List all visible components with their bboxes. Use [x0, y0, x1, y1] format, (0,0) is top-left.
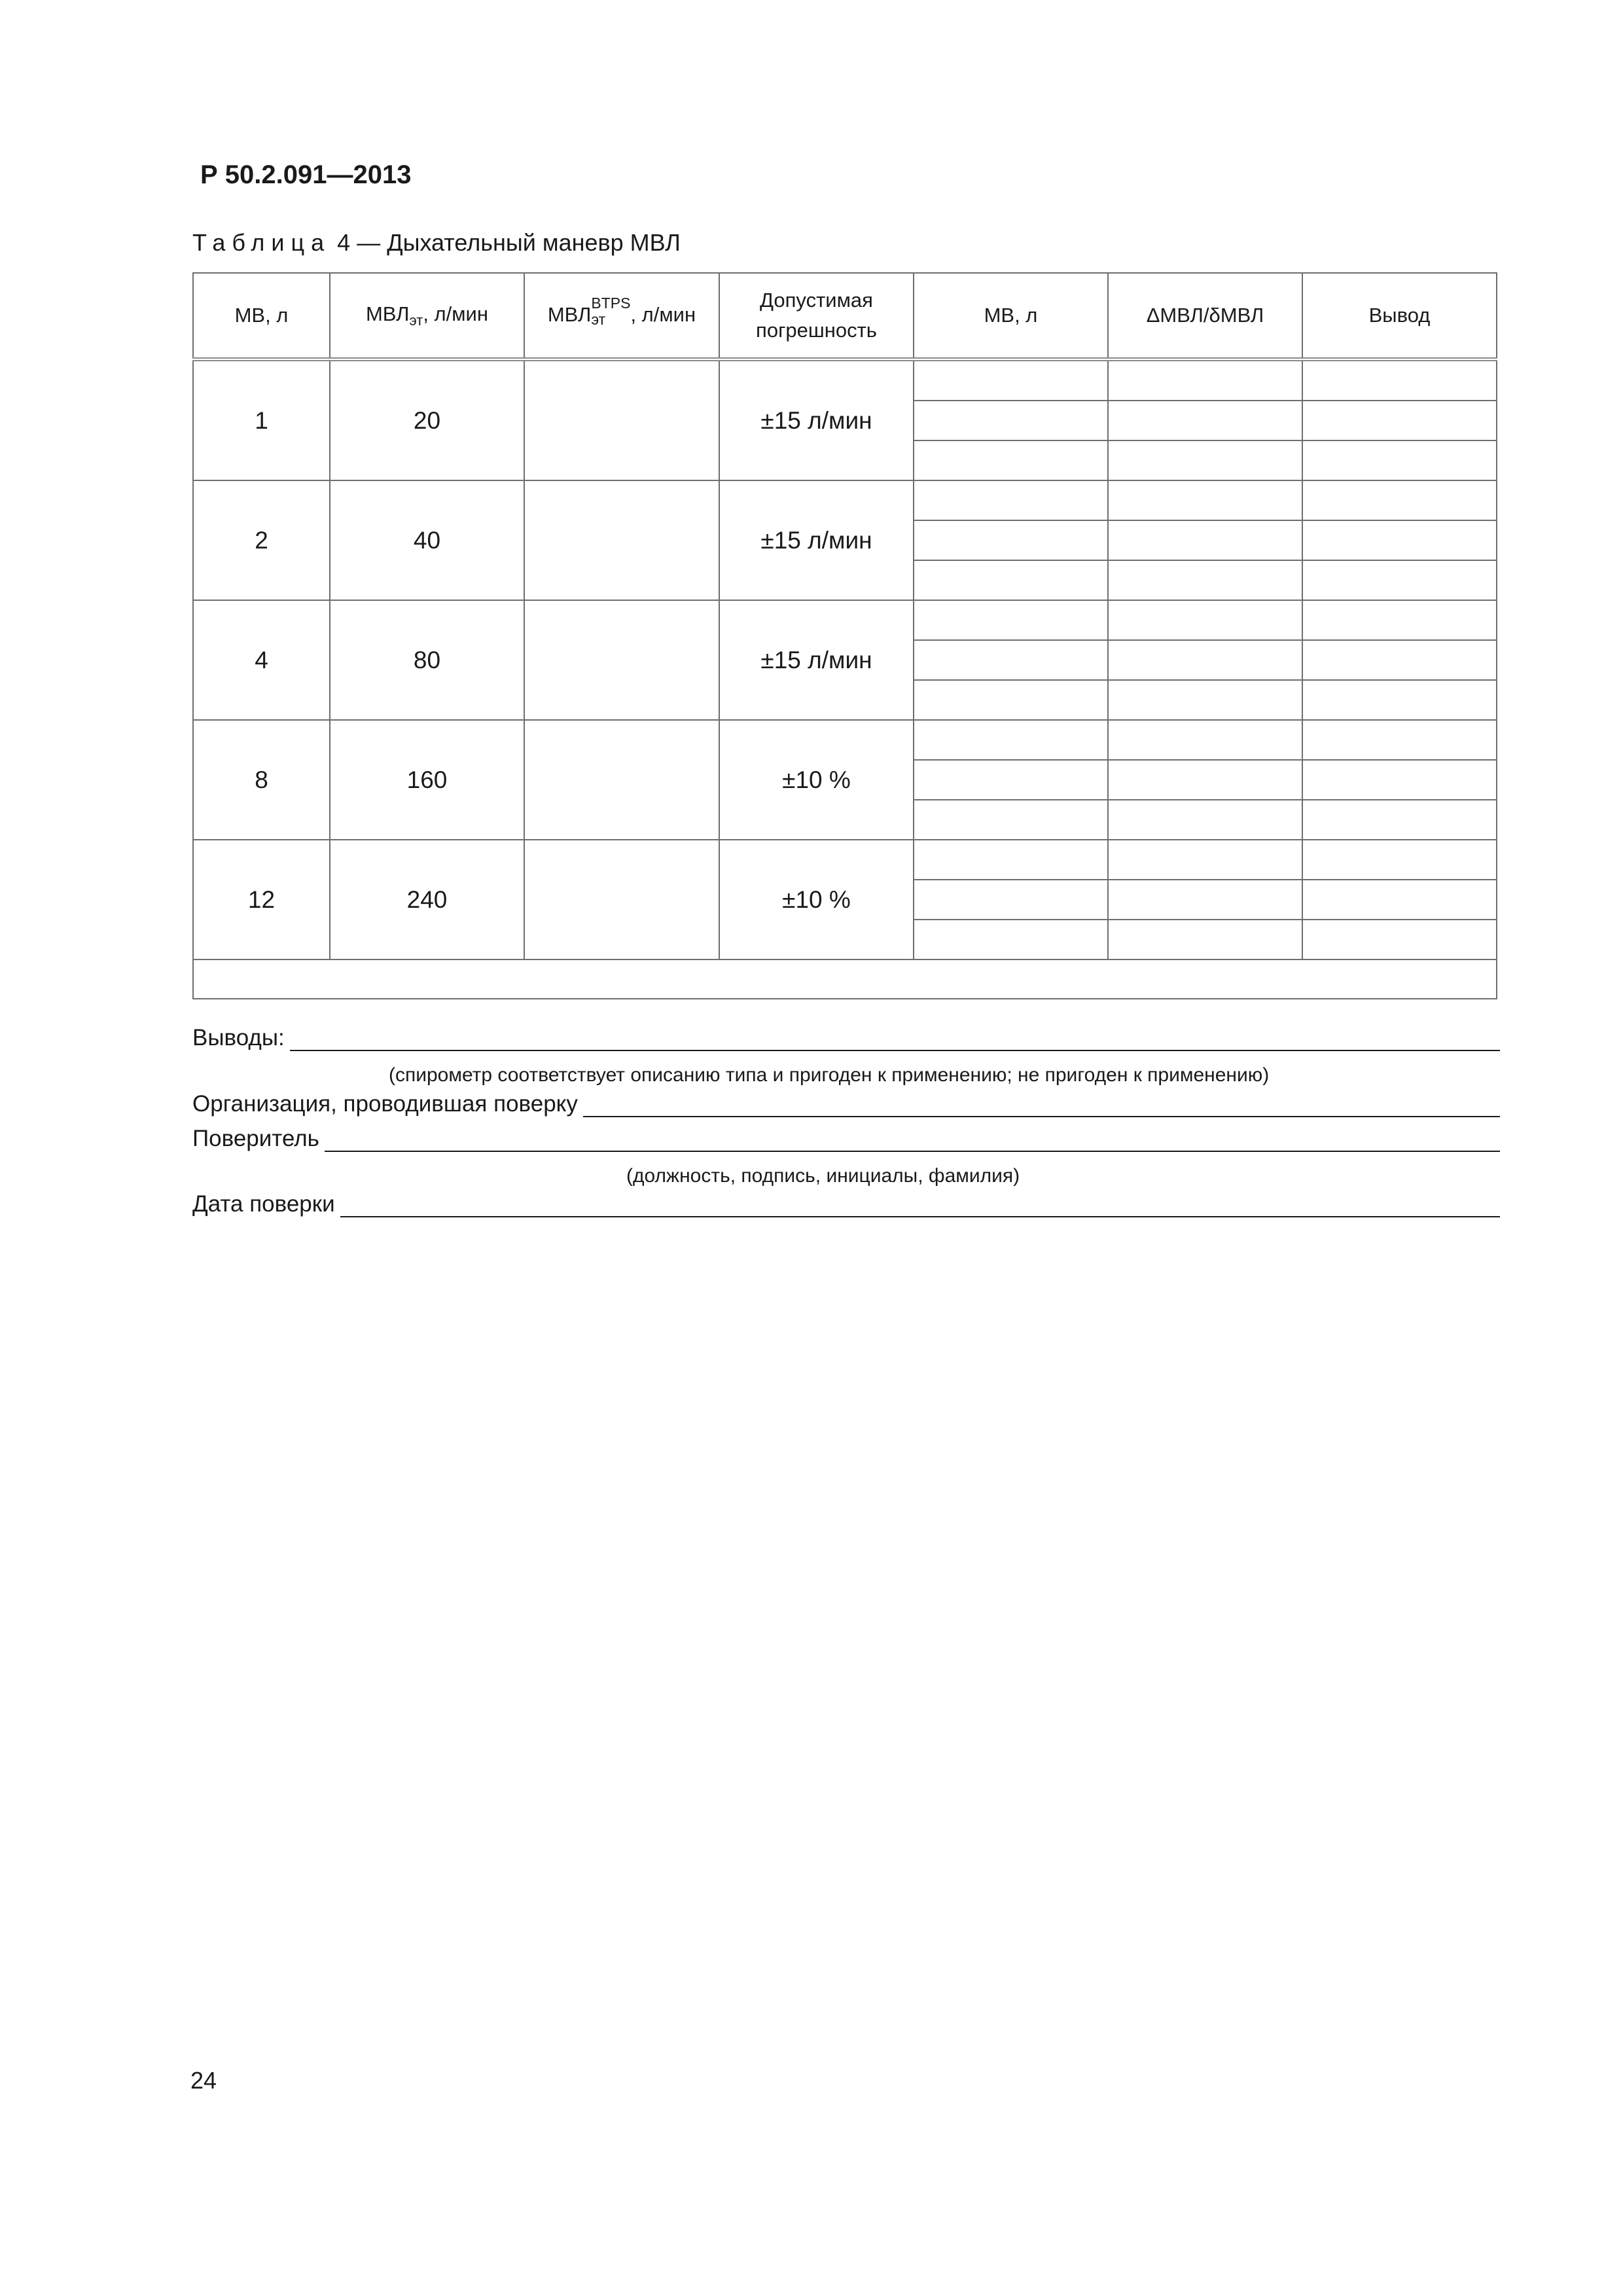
cell-mv-measured[interactable] — [914, 440, 1108, 480]
empty-cell[interactable] — [193, 960, 1497, 999]
table-header-row — [193, 273, 1497, 359]
cell-conclusion[interactable] — [1302, 800, 1497, 840]
table-row — [193, 480, 1497, 520]
cell-mvl-btps[interactable] — [524, 359, 719, 480]
cell-conclusion[interactable] — [1302, 480, 1497, 520]
date-field[interactable] — [340, 1193, 1500, 1217]
cell-mvl-et: 240 — [330, 840, 524, 960]
cell-conclusion[interactable] — [1302, 359, 1497, 401]
cell-mv-measured[interactable] — [914, 840, 1108, 880]
table-empty-row — [193, 960, 1497, 999]
table-caption — [192, 229, 681, 257]
cell-mv-measured[interactable] — [914, 520, 1108, 560]
table-caption-label: Таблица — [192, 229, 331, 256]
cell-ratio[interactable] — [1108, 720, 1302, 760]
cell-ratio[interactable] — [1108, 920, 1302, 960]
conclusions-field[interactable] — [290, 1026, 1500, 1051]
date-line — [192, 1191, 1500, 1217]
header-mv: МВ, л — [193, 273, 330, 359]
header-tolerance-line1: Допустимая — [760, 288, 873, 312]
cell-conclusion[interactable] — [1302, 920, 1497, 960]
cell-mv-measured[interactable] — [914, 800, 1108, 840]
header-tolerance — [719, 273, 914, 359]
organization-label: Организация, проводившая поверку — [192, 1091, 578, 1117]
cell-mv-measured[interactable] — [914, 640, 1108, 680]
header-mvl-et-main: МВЛ — [365, 302, 410, 326]
cell-conclusion[interactable] — [1302, 600, 1497, 640]
table-row — [193, 600, 1497, 640]
conclusions-label: Выводы: — [192, 1025, 285, 1050]
verification-table — [192, 272, 1497, 999]
cell-conclusion[interactable] — [1302, 680, 1497, 720]
cell-conclusion[interactable] — [1302, 440, 1497, 480]
cell-tolerance: ±10 % — [719, 840, 914, 960]
conclusions-line — [192, 1025, 1500, 1051]
cell-mv: 1 — [193, 359, 330, 480]
cell-mvl-btps[interactable] — [524, 480, 719, 600]
header-conclusion: Вывод — [1302, 273, 1497, 359]
table-row — [193, 359, 1497, 401]
cell-mv-measured[interactable] — [914, 480, 1108, 520]
cell-mv: 4 — [193, 600, 330, 720]
cell-conclusion[interactable] — [1302, 640, 1497, 680]
header-tolerance-line2: погрешность — [756, 319, 877, 342]
cell-ratio[interactable] — [1108, 520, 1302, 560]
header-mvl-et — [330, 273, 524, 359]
cell-conclusion[interactable] — [1302, 880, 1497, 920]
header-mvl-btps-unit: , л/мин — [630, 302, 696, 326]
cell-mv: 8 — [193, 720, 330, 840]
header-mvl-btps-main: МВЛ — [547, 302, 592, 326]
cell-ratio[interactable] — [1108, 800, 1302, 840]
cell-mv-measured[interactable] — [914, 880, 1108, 920]
cell-mv-measured[interactable] — [914, 560, 1108, 600]
cell-mvl-et: 160 — [330, 720, 524, 840]
cell-ratio[interactable] — [1108, 760, 1302, 800]
cell-mv-measured[interactable] — [914, 359, 1108, 401]
cell-mv-measured[interactable] — [914, 401, 1108, 440]
cell-tolerance: ±15 л/мин — [719, 359, 914, 480]
cell-tolerance: ±15 л/мин — [719, 480, 914, 600]
cell-ratio[interactable] — [1108, 480, 1302, 520]
cell-conclusion[interactable] — [1302, 401, 1497, 440]
cell-mvl-btps[interactable] — [524, 600, 719, 720]
cell-ratio[interactable] — [1108, 600, 1302, 640]
cell-ratio[interactable] — [1108, 359, 1302, 401]
verifier-line — [192, 1126, 1500, 1152]
document-code: Р 50.2.091—2013 — [200, 160, 412, 189]
table-row — [193, 840, 1497, 880]
cell-mv-measured[interactable] — [914, 680, 1108, 720]
verifier-hint: (должность, подпись, инициалы, фамилия) — [626, 1165, 1020, 1187]
table-caption-title: 4 — Дыхательный маневр МВЛ — [337, 229, 681, 256]
page-number: 24 — [190, 2067, 217, 2094]
table-row — [193, 720, 1497, 760]
cell-conclusion[interactable] — [1302, 760, 1497, 800]
organization-line — [192, 1091, 1500, 1117]
verifier-label: Поверитель — [192, 1126, 319, 1151]
cell-mvl-et: 40 — [330, 480, 524, 600]
cell-mv-measured[interactable] — [914, 920, 1108, 960]
cell-tolerance: ±10 % — [719, 720, 914, 840]
cell-mvl-et: 20 — [330, 359, 524, 480]
verifier-field[interactable] — [325, 1127, 1500, 1152]
cell-ratio[interactable] — [1108, 560, 1302, 600]
cell-mv-measured[interactable] — [914, 760, 1108, 800]
cell-conclusion[interactable] — [1302, 560, 1497, 600]
header-mv-measured: МВ, л — [914, 273, 1108, 359]
header-mvl-et-unit: , л/мин — [423, 302, 488, 326]
cell-conclusion[interactable] — [1302, 720, 1497, 760]
cell-ratio[interactable] — [1108, 680, 1302, 720]
cell-mvl-et: 80 — [330, 600, 524, 720]
cell-conclusion[interactable] — [1302, 840, 1497, 880]
cell-ratio[interactable] — [1108, 880, 1302, 920]
header-mvl-btps-sup: BTPS — [591, 295, 631, 312]
header-mvl-btps — [524, 273, 719, 359]
cell-mv: 12 — [193, 840, 330, 960]
cell-ratio[interactable] — [1108, 840, 1302, 880]
cell-mvl-btps[interactable] — [524, 840, 719, 960]
cell-conclusion[interactable] — [1302, 520, 1497, 560]
header-mvl-et-sub: эт — [409, 312, 423, 329]
cell-ratio[interactable] — [1108, 401, 1302, 440]
cell-ratio[interactable] — [1108, 440, 1302, 480]
header-mvl-btps-sub: эт — [591, 311, 606, 329]
organization-field[interactable] — [583, 1092, 1500, 1117]
cell-mv-measured[interactable] — [914, 600, 1108, 640]
cell-ratio[interactable] — [1108, 640, 1302, 680]
cell-mvl-btps[interactable] — [524, 720, 719, 840]
cell-mv-measured[interactable] — [914, 720, 1108, 760]
table-body — [193, 359, 1497, 999]
cell-tolerance: ±15 л/мин — [719, 600, 914, 720]
conclusions-hint: (спирометр соответствует описанию типа и пригоден к применению; не пригоден к применению) — [389, 1064, 1270, 1086]
header-ratio: ΔМВЛ/δМВЛ — [1108, 273, 1302, 359]
date-label: Дата поверки — [192, 1191, 335, 1217]
cell-mv: 2 — [193, 480, 330, 600]
